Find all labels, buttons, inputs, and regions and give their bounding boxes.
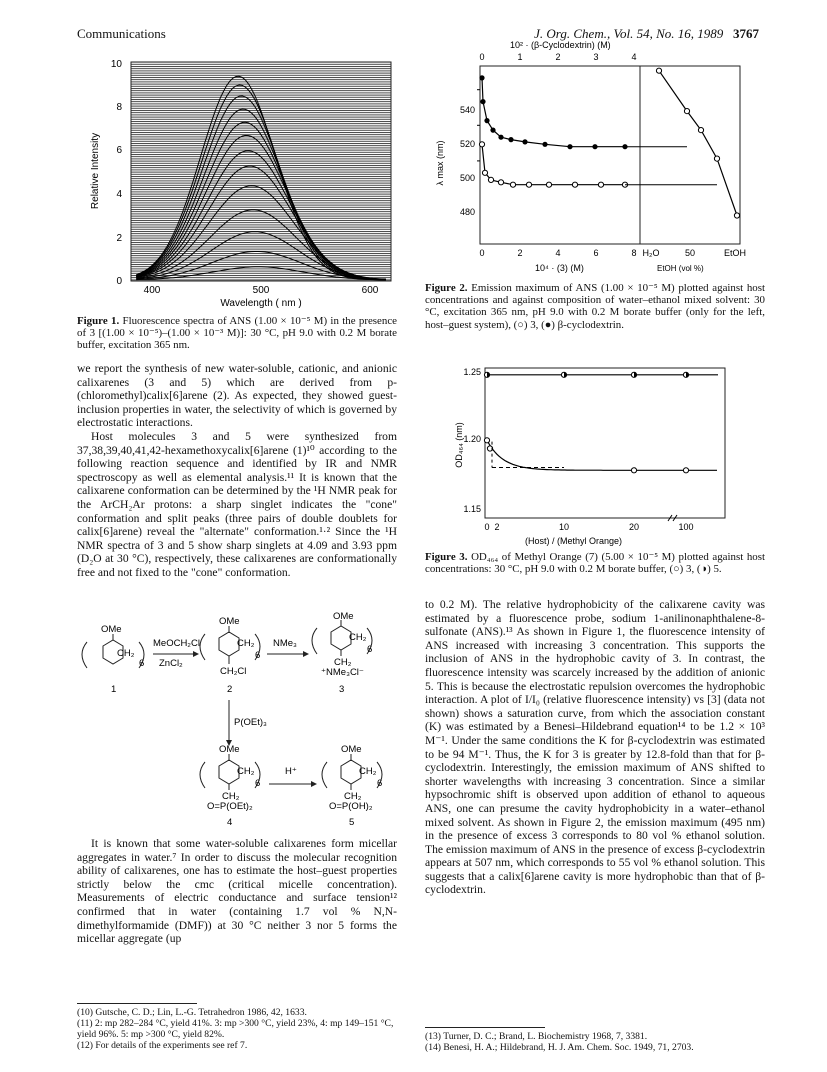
x-tick-label: 4 (555, 248, 561, 258)
ch2-label: CH₂ (117, 648, 135, 659)
compound-3 (312, 612, 372, 695)
y-tick-label: 1.25 (463, 367, 481, 377)
figure-1-xlabel: Wavelength ( nm ) (220, 298, 302, 309)
repeat-subscript: 6 (255, 650, 261, 661)
figure-2-top-ticks (479, 52, 636, 62)
point-beta-cyclodextrin (592, 144, 597, 149)
point-3 (631, 468, 636, 473)
figure-3-caption-label: Figure 3. (425, 551, 468, 563)
figure-3-xticks (484, 522, 693, 532)
footnotes-right (425, 1031, 765, 1053)
figure-2-bottom-axis-label: 10⁴ · (3) (M) (535, 263, 584, 273)
point-3 (598, 182, 603, 187)
left-column-body-top (77, 362, 397, 580)
point-3 (546, 182, 551, 187)
page-number: 3767 (733, 26, 759, 41)
point-etoh (734, 213, 739, 218)
reagent-zncl2: ZnCl₂ (159, 658, 183, 669)
point-3 (498, 180, 503, 185)
ch2cl-label: CH₂Cl (220, 666, 247, 677)
point-3 (510, 182, 515, 187)
x-tick-label: 0 (479, 248, 485, 258)
repeat-subscript: 6 (367, 644, 373, 655)
point-etoh (698, 128, 703, 133)
figure-3-xlabel: (Host) / (Methyl Orange) (525, 536, 623, 546)
journal-citation: J. Org. Chem., Vol. 54, No. 16, 1989 (534, 26, 724, 41)
figure-3-chart (450, 360, 740, 550)
ome-label: OMe (101, 624, 122, 635)
y-tick-label: 8 (116, 102, 122, 113)
paragraph: It is known that some water-soluble calixarenes form micellar aggregates in water.⁷ In order to discuss the molecular recognition ability of calixarenes, one has to estimate the host–guest properties strictly below the cmc (critical micelle concentration). Measurements of electric conductance and surface tension¹² confirmed that in water (containing 1.7 vol % N,N-dimethylformamide (DMF)) at 30 °C neither 3 nor 5 forms the micellar aggregate (up (77, 837, 397, 946)
point-3 (482, 170, 487, 175)
figure-2-right-panel (640, 66, 740, 244)
x-tick-label: 100 (678, 522, 694, 532)
point-beta-cyclodextrin (490, 128, 495, 133)
arrow-head (193, 651, 199, 657)
y-tick-label: 540 (459, 105, 475, 115)
paragraph: we report the synthesis of new water-soluble, cationic, and anionic calixarenes (3 and 5) which are derived from p-(chloromethyl)calix[6]arene (2). As expected, they showed guest-inclusion properties in water, the selectivity of which is governed by electrostatic interactions. (77, 362, 397, 430)
arrow-head (303, 651, 309, 657)
point-etoh (656, 68, 661, 73)
figure-3-caption (425, 551, 765, 575)
footnote: (10) Gutsche, C. D.; Lin, L.-G. Tetrahedron 1986, 42, 1633. (77, 1007, 307, 1018)
ome-label: OMe (333, 612, 354, 622)
compound-1-label: 1 (111, 684, 117, 695)
figure-2-etoh-axis-label: EtOH (vol %) (657, 264, 704, 273)
point-beta-cyclodextrin (567, 144, 572, 149)
ch2-label: CH₂ (334, 657, 352, 668)
figure-2-series (477, 68, 740, 218)
figure-1-caption-text: Fluorescence spectra of ANS (1.00 × 10⁻⁵ M) in the presence of 3 [(1.00 × 10⁻⁵)–(1.00 × 10⁻³ M)]: 30 °C, pH 9.0 with 0.2 M borate buffer, excitation 365 nm. (77, 315, 397, 352)
x-tick-label: 10 (558, 522, 570, 532)
figure-1-chart (78, 55, 398, 310)
ch2-label: CH₂ (359, 766, 377, 777)
figure-1-ylabel: Relative Intensity (90, 132, 101, 210)
point-3 (484, 438, 489, 443)
y-tick-label: 500 (459, 173, 475, 183)
reagent-nme3: NMe₃ (273, 638, 297, 649)
x-tick-label: 6 (593, 248, 599, 258)
footnote-rule-left (77, 1003, 197, 1004)
reaction-scheme (77, 612, 397, 832)
figure-1-caption-label: Figure 1. (77, 315, 120, 327)
running-header-left: Communications (77, 26, 166, 41)
series-3-line (482, 144, 625, 184)
x-tick-label: 8 (631, 248, 637, 258)
figure-3-caption-text: OD₄₆₄ of Methyl Orange (7) (5.00 × 10⁻⁵ M) plotted against host concentrations: 30 °C, pH 9.0 with 0.2 M borate buffer, (○) 3, (◑) 5. (425, 551, 765, 576)
figure-1-plot-area (131, 62, 391, 281)
point-3 (488, 177, 493, 182)
x-tick-label: 400 (143, 285, 161, 296)
ch2-label: CH₂ (349, 632, 367, 643)
figure-1-yticks (111, 59, 123, 287)
x-tick-label: 500 (252, 285, 270, 296)
series-3-line (487, 440, 717, 470)
x-tick-label: 2 (494, 522, 500, 532)
ome-label: OMe (219, 616, 240, 627)
reagent-acid: H⁺ (285, 766, 297, 777)
figure-3-ylabel: OD₄₆₄ (nm) (454, 422, 464, 468)
y-tick-label: 4 (116, 189, 122, 200)
x-tick-label: 0 (484, 522, 490, 532)
point-3 (479, 142, 484, 147)
ome-label: OMe (341, 744, 362, 755)
trimethylammonium-label: ⁺NMe₃Cl⁻ (321, 667, 364, 678)
x-tick-label: 50 (684, 248, 696, 258)
x-tick-label: 2 (517, 248, 523, 258)
figure-3-plot-area (485, 368, 725, 518)
repeat-subscript: 6 (377, 778, 383, 789)
point-beta-cyclodextrin (484, 118, 489, 123)
top-tick-label: 0 (479, 52, 485, 62)
ch2-label: CH₂ (237, 638, 255, 649)
y-tick-label: 520 (459, 139, 475, 149)
y-tick-label: 1.15 (463, 504, 481, 514)
footnote: (12) For details of the experiments see ref 7. (77, 1040, 248, 1051)
x-tick-label: 600 (361, 285, 379, 296)
y-tick-label: 1.20 (463, 434, 481, 444)
point-3 (572, 182, 577, 187)
repeat-subscript: 6 (139, 658, 145, 669)
figure-2-bottom-ticks (479, 248, 746, 258)
point-3 (683, 468, 688, 473)
x-tick-label: 20 (628, 522, 640, 532)
point-3 (526, 182, 531, 187)
ch2-label: CH₂ (237, 766, 255, 777)
figure-2-ylabel: λ max (nm) (435, 140, 445, 186)
reagent-triethyl-phosphite: P(OEt)₃ (234, 717, 267, 728)
figure-3-series (484, 372, 718, 521)
ch2-label: CH₂ (344, 791, 362, 802)
footnote: (14) Benesi, H. A.; Hildebrand, H. J. Am. Chem. Soc. 1949, 71, 2703. (425, 1042, 694, 1053)
footnote: (11) 2: mp 282–284 °C, yield 41%. 3: mp >300 °C, yield 23%, 4: mp 149–151 °C, yield 96%. 5: mp >300 °C, yield 82%. (77, 1018, 394, 1040)
point-beta-cyclodextrin (498, 135, 503, 140)
scheme-drawing (77, 612, 397, 832)
phosphonic-acid-label: O=P(OH)₂ (329, 801, 373, 812)
y-tick-label: 2 (116, 233, 122, 244)
compound-4 (200, 744, 260, 828)
compound-3-label: 3 (339, 684, 345, 695)
compound-5 (322, 744, 382, 828)
point-beta-cyclodextrin (480, 99, 485, 104)
footnote-rule-right (425, 1027, 545, 1028)
top-tick-label: 3 (593, 52, 599, 62)
repeat-subscript: 6 (255, 778, 261, 789)
ch2-label: CH₂ (222, 791, 240, 802)
top-tick-label: 2 (555, 52, 561, 62)
compound-1 (82, 624, 144, 695)
figure-2-caption-text: Emission maximum of ANS (1.00 × 10⁻⁵ M) plotted against host concentrations and against composition of water–ethanol mixed solvent: 30 °C, excitation 365 nm, pH 9.0 with 0.2 M borate buffer (only for the left, host–guest system), (○) 3, (●) β-cyclodextrin. (425, 282, 765, 331)
y-tick-label: 6 (116, 145, 122, 156)
figure-2-caption-label: Figure 2. (425, 282, 468, 294)
figure-2-chart (425, 38, 770, 278)
compound-2-label: 2 (227, 684, 233, 695)
compound-4-label: 4 (227, 817, 233, 828)
x-tick-label: EtOH (723, 248, 747, 258)
right-column-body (425, 598, 765, 897)
paragraph: to 0.2 M). The relative hydrophobicity of the calixarene cavity was estimated by a fluorescence probe, sodium 1-anilinonaphthalene-8-sulfonate (ANS).¹³ As shown in Figure 1, the fluorescence intensity of ANS increased with increasing 3 concentration. This supports the inclusion of ANS in the hydrophobic cavity of 3. In contrast, the fluorescence intensity was scarcely increased by the addition of anionic 5. This is because the electrostatic repulsion overcomes the hydrophobic interaction. A plot of I/I₀ (relative fluorescence intensity) vs [3] (data not shown) shows a saturation curve, from which the association constant (K) was estimated by a Benesi–Hildebrand equation¹⁴ to be 1.2 × 10³ M⁻¹. Under the same conditions the K for β-cyclodextrin was estimated to be 94 M⁻¹. Thus, the K for 3 is greater by 12.8-fold than that for β-cyclodextrin. Interestingly, the emission maximum of ANS shifted to shorter wavelengths with increasing 3 concentration. Since a similar hypsochromic shift is observed upon addition of ethanol to aqueous ANS, one can presume the cavity hydrophobicity in a water–ethanol mixed solvent. As shown in Figure 2, the emission maximum (495 nm) in the presence of excess 3 corresponds to 80 vol % ethanol solution. The emission maximum of ANS in the presence of excess β-cyclodextrin appears at 507 nm, which corresponds to 55 vol % ethanol solution. This suggests that a calix[6]arene cavity is more hydrophobic than that of β-cyclodextrin. (425, 598, 765, 897)
ome-label: OMe (219, 744, 240, 755)
footnotes-left (77, 1007, 397, 1051)
figure-1-xticks (144, 285, 379, 296)
figure-2-top-axis-label: 10² · (β-Cyclodextrin) (M) (510, 40, 611, 50)
point-etoh (714, 156, 719, 161)
figure-2-caption (425, 282, 765, 331)
left-column-body-bottom (77, 837, 397, 946)
top-tick-label: 1 (517, 52, 523, 62)
reagent-mom-chloride: MeOCH₂Cl (153, 638, 200, 649)
compound-2 (200, 616, 260, 695)
compound-5-label: 5 (349, 817, 355, 828)
paragraph: Host molecules 3 and 5 were synthesized from 37,38,39,40,41,42-hexamethoxycalix[6]arene (1)¹⁰ according to the following reaction sequence and identified by IR and NMR spectroscopy as well as elemental analysis.¹¹ It is known that the calixarene conformation can be determined by the ¹H NMR peak for the ArCH₂Ar protons: a sharp singlet indicates the "cone" conformation and split peaks (three pairs of double doublets for calix[6]arene) reveal the "alternate" conformation.¹·² Since the ¹H NMR spectra of 3 and 5 show sharp singlets at 4.09 and 3.93 ppm (D₂O at 30 °C), respectively, these calixarenes are conformationally free and not fixed to the "cone" conformation. (77, 429, 397, 579)
arrow-head (311, 781, 317, 787)
phosphonate-ester-label: O=P(OEt)₂ (207, 801, 253, 812)
point-beta-cyclodextrin (479, 75, 484, 80)
point-etoh (684, 109, 689, 114)
x-tick-label: H₂O (642, 248, 660, 258)
series-etoh-line (659, 71, 737, 216)
figure-3-yticks (463, 367, 481, 514)
point-beta-cyclodextrin (508, 137, 513, 142)
footnote: (13) Turner, D. C.; Brand, L. Biochemistry 1968, 7, 3381. (425, 1031, 648, 1042)
figure-1-caption (77, 315, 397, 352)
point-beta-cyclodextrin (522, 139, 527, 144)
top-tick-label: 4 (631, 52, 637, 62)
figure-2-left-panel (480, 66, 640, 244)
point-beta-cyclodextrin (542, 142, 547, 147)
y-tick-label: 480 (459, 207, 475, 217)
figure-2-yticks (460, 105, 475, 217)
y-tick-label: 0 (116, 276, 122, 287)
y-tick-label: 10 (110, 59, 122, 70)
